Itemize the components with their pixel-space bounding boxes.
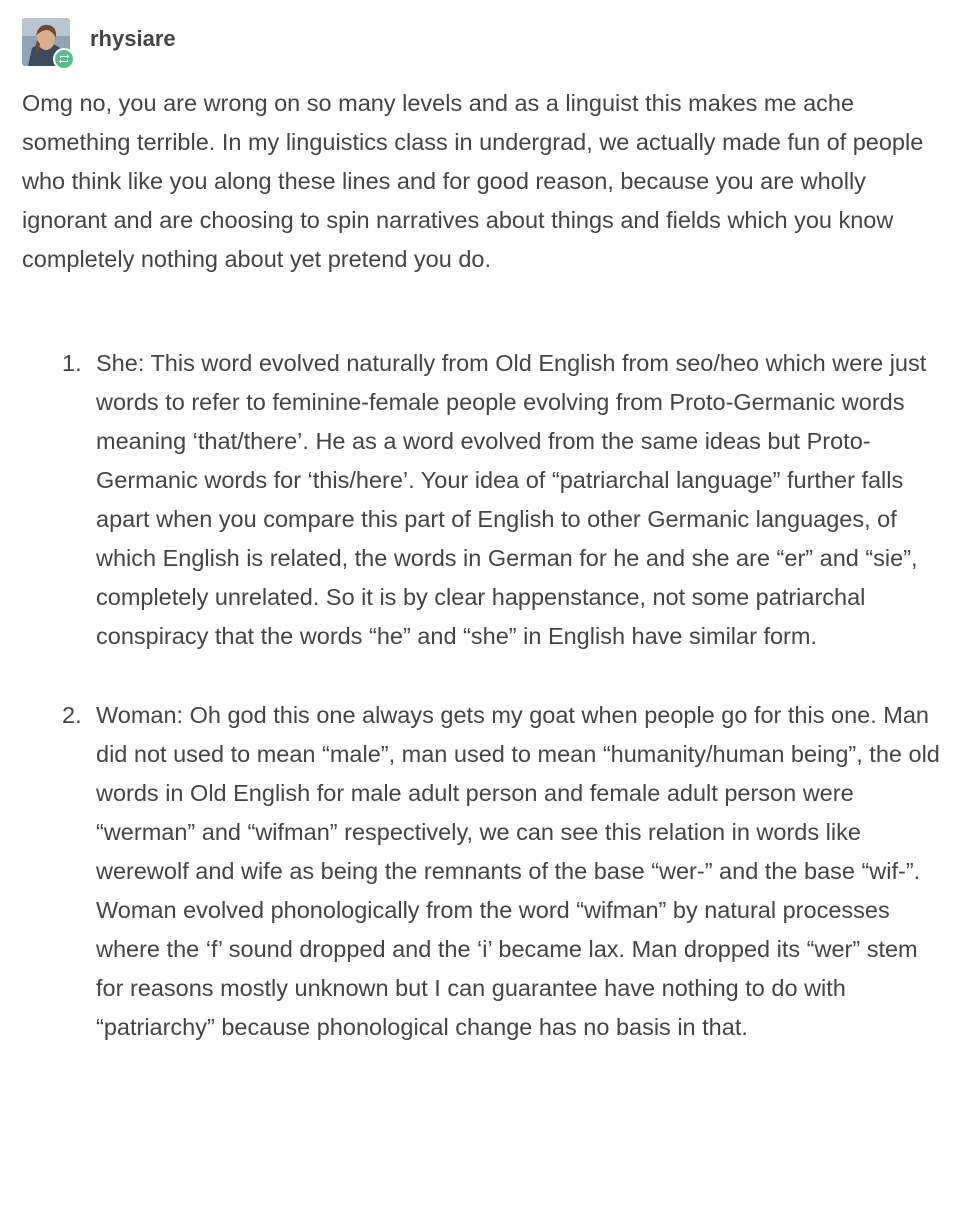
avatar[interactable] (22, 18, 70, 66)
list-item-text: Woman: Oh god this one always gets my goat when people go for this one. Man did not used to mean “male”, man used to mean “humanity/human being”, the old words in Old English for male adult person and female adult person were “werman” and “wifman” respectively, we can see this relation in words like werewolf and wife as being the remnants of the base “wer-” and the base “wif-”. Woman evolved phonologically from the word “wifman” by natural processes where the ‘f’ sound dropped and the ‘i’ became lax. Man dropped its “wer” stem for reasons mostly unknown but I can guarantee have nothing to do with “patriarchy” because phonological change has no basis in that. (96, 702, 940, 1040)
post-header (22, 16, 176, 68)
list-item-number: 1. (62, 350, 82, 376)
list-item (62, 344, 947, 656)
intro-paragraph: Omg no, you are wrong on so many levels and as a linguist this makes me ache something terrible. In my linguistics class in undergrad, we actually made fun of people who think like you along these lines and for good reason, because you are wholly ignorant and are choosing to spin narratives about things and fields which you know completely nothing about yet pretend you do. (22, 90, 924, 272)
post-body (22, 84, 957, 279)
reblog-icon (53, 48, 75, 70)
username-link[interactable]: rhysiare (90, 26, 176, 51)
list-item-number: 2. (62, 702, 82, 728)
list-item-text: She: This word evolved naturally from Old English from seo/heo which were just words to refer to feminine-female people evolving from Proto-Germanic words meaning ‘that/there’. He as a word evolved from the same ideas but Proto-Germanic words for ‘this/here’. Your idea of “patriarchal language” further falls apart when you compare this part of English to other Germanic languages, of which English is related, the words in German for he and she are “er” and “sie”, completely unrelated. So it is by clear happenstance, not some patriarchal conspiracy that the words “he” and “she” in English have similar form. (96, 350, 927, 649)
numbered-list (62, 344, 947, 1047)
list-item (62, 696, 947, 1047)
